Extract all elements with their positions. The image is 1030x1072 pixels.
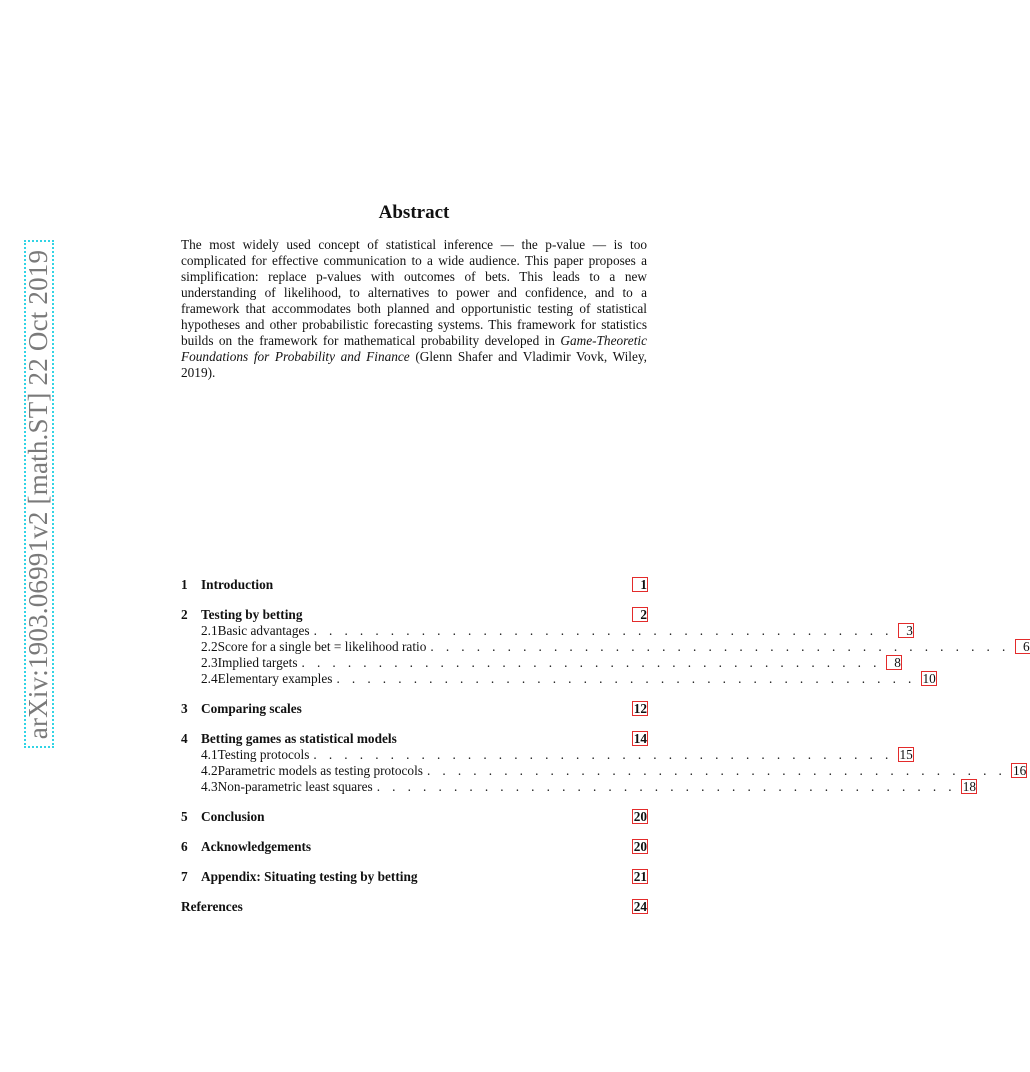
dot-leader: . . . . . . . . . . . . . . . . . . . . . . . . . . . . . . . . . . . . . . (301, 655, 881, 670)
page-link[interactable]: 24 (633, 899, 647, 914)
section-title: Introduction (201, 577, 274, 592)
section-number: 1 (181, 577, 188, 592)
subsection-title: Basic advantages (217, 623, 310, 638)
dot-leader: . . . . . . . . . . . . . . . . . . . . . . . . . . . . . . . . . . . . . . (426, 763, 1007, 778)
section-title: Acknowledgements (201, 839, 312, 854)
section-title: Testing by betting (201, 607, 303, 622)
page-link[interactable]: 12 (633, 701, 647, 716)
subsection-title: Implied targets (217, 655, 298, 670)
subsection-number: 4.1 (201, 747, 218, 762)
toc-section-3[interactable] (181, 700, 647, 717)
page-link[interactable]: 10 (922, 671, 936, 686)
subsection-title: Testing protocols (217, 747, 310, 762)
dot-leader: . . . . . . . . . . . . . . . . . . . . . . . . . . . . . . . . . . . . . . (376, 779, 957, 794)
section-number: 2 (181, 607, 188, 622)
toc-section-1[interactable] (181, 576, 647, 593)
section-title: Comparing scales (201, 701, 302, 716)
section-title: Conclusion (201, 809, 265, 824)
toc-subsection-4-3[interactable] (181, 779, 977, 795)
section-number: 3 (181, 701, 188, 716)
section-number: 6 (181, 839, 188, 854)
section-title: Appendix: Situating testing by betting (201, 869, 418, 884)
toc-subsection-4-2[interactable] (181, 763, 1027, 779)
section-number: 5 (181, 809, 188, 824)
subsection-number: 4.2 (201, 763, 218, 778)
toc-section-5[interactable] (181, 808, 647, 825)
subsection-number: 2.2 (201, 639, 218, 654)
dot-leader: . . . . . . . . . . . . . . . . . . . . . . . . . . . . . . . . . . . . . . (430, 639, 1010, 654)
abstract-text-part1: The most widely used concept of statistical inference — the p-value — is too complicated for effective communication to a wide audience. This paper proposes a simplification: replace p-values with outcomes of bets. This leads to a new understanding of likelihood, to alternatives to power and confidence, and to a framework that accommodates both planned and opportunistic testing of statistical hypotheses and other probabilistic forecasting systems. This framework for statistics builds on the framework for mathematical probability developed in (181, 237, 647, 348)
dot-leader: . . . . . . . . . . . . . . . . . . . . . . . . . . . . . . . . . . . . . . (336, 671, 916, 686)
subsection-title: Parametric models as testing protocols (217, 763, 423, 778)
dot-leader: . . . . . . . . . . . . . . . . . . . . . . . . . . . . . . . . . . . . . . (313, 747, 893, 762)
arxiv-identifier: arXiv:1903.06991v2 [math.ST] 22 Oct 2019 (23, 249, 54, 739)
toc-subsection-4-1[interactable] (181, 747, 913, 763)
subsection-title: Elementary examples (217, 671, 333, 686)
toc-section-2[interactable] (181, 606, 647, 623)
page-link[interactable]: 14 (633, 731, 647, 746)
table-of-contents (181, 576, 1030, 915)
page-link[interactable]: 8 (887, 656, 901, 669)
page-link[interactable]: 21 (633, 869, 647, 884)
subsection-title: Score for a single bet = likelihood ratio (217, 639, 427, 654)
toc-section-4[interactable] (181, 730, 647, 747)
page-link[interactable]: 20 (633, 809, 647, 824)
section-title: Betting games as statistical models (201, 731, 397, 746)
toc-subsection-2-4[interactable] (181, 671, 936, 687)
section-number: 4 (181, 731, 188, 746)
toc-subsection-2-2[interactable] (181, 639, 1030, 655)
page-link[interactable]: 1 (633, 578, 647, 591)
page-link[interactable]: 2 (633, 608, 647, 621)
page-link[interactable]: 6 (1016, 640, 1030, 653)
arxiv-side-stamp[interactable] (24, 240, 54, 748)
abstract-title: Abstract (378, 202, 450, 223)
page-link[interactable]: 18 (962, 779, 977, 794)
page-link[interactable]: 15 (899, 747, 913, 762)
subsection-number: 4.3 (201, 779, 218, 794)
subsection-title: Non-parametric least squares (217, 779, 373, 794)
page-link[interactable]: 3 (899, 624, 913, 637)
toc-references[interactable] (181, 898, 647, 915)
section-number: 7 (181, 869, 188, 884)
subsection-number: 2.3 (201, 655, 218, 670)
dot-leader: . . . . . . . . . . . . . . . . . . . . . . . . . . . . . . . . . . . . . . (313, 623, 893, 638)
abstract-body (181, 237, 647, 381)
toc-section-6[interactable] (181, 838, 647, 855)
subsection-number: 2.4 (201, 671, 218, 686)
section-title: References (181, 899, 243, 914)
toc-subsection-2-1[interactable] (181, 623, 913, 639)
subsection-number: 2.1 (201, 623, 218, 638)
toc-subsection-2-3[interactable] (181, 655, 901, 671)
toc-section-7[interactable] (181, 868, 647, 885)
abstract-text-part2: (Glenn Shafer and Vladimir Vovk, Wiley, 2019). (181, 349, 647, 380)
page-link[interactable]: 20 (633, 839, 647, 854)
book-title: Game-Theoretic Foundations for Probability and Finance (181, 333, 647, 364)
page-link[interactable]: 16 (1012, 763, 1027, 778)
